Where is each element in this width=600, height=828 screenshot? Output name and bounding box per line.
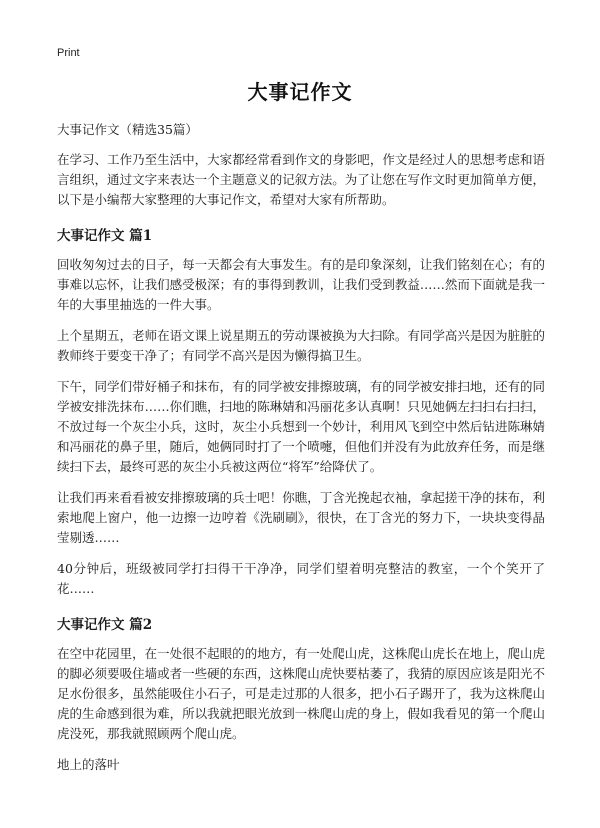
section-1-paragraph: 回收匆匆过去的日子，每一天都会有大事发生。有的是印象深刻，让我们铭刻在心；有的事难以忘怀，让我们感受极深；有的事得到教训，让我们受到教益……然而下面就是我一年的大事里抽选的一件大事。 [57, 257, 545, 312]
intro-paragraph: 在学习、工作乃至生活中，大家都经常看到作文的身影吧，作文是经过人的思想考虑和语言组织，通过文字来表达一个主题意义的记叙方法。为了让您在写作文时更加简单方便，以下是小编帮大家整理的大事记作文，希望对大家有所帮助。 [57, 152, 545, 207]
section-heading-2: 大事记作文 篇2 [57, 617, 153, 633]
section-1-paragraph: 上个星期五，老师在语文课上说星期五的劳动课被换为大扫除。有同学高兴是因为脏脏的教师终于要变干净了；有同学不高兴是因为懒得搞卫生。 [57, 328, 545, 363]
page-title: 大事记作文 [247, 80, 353, 104]
section-1-paragraph: 40分钟后，班级被同学打扫得干干净净，同学们望着明亮整洁的教室，一个个笑开了花…… [57, 561, 545, 596]
section-1-paragraph: 下午，同学们带好桶子和抹布，有的同学被安排擦玻璃，有的同学被安排扫地，还有的同学被安排洗抹布……你们瞧，扫地的陈琳婧和冯丽花多认真啊！只见她俩左扫扫右扫扫，不放过每一个灰尘小兵，这时，灰尘小兵想到一个妙计，利用风飞到空中然后钻进陈琳婧和冯丽花的鼻子里，随后，她俩同时打了一个喷嚏，但他们并没有为此放弃任务，而是继续扫下去，最终可恶的灰尘小兵被这两位“将军”给降伏了。 [57, 379, 545, 474]
section-2-paragraph: 地上的落叶 [57, 757, 120, 772]
section-2-paragraph: 在空中花园里，在一处很不起眼的的地方，有一处爬山虎，这株爬山虎长在地上，爬山虎的脚必须要吸住墙或者一些硬的东西，这株爬山虎快要枯萎了，我猜的原因应该是阳光不足水份很多，虽然能吸住小石子，可是走过那的人很多，把小石子踢开了，我为这株爬山虎的生命感到很为难，所以我就把眼光放到一株爬山虎的身上，假如我看见的第一个爬山虎没死，那我就照顾两个爬山虎。 [57, 646, 545, 741]
section-heading-1: 大事记作文 篇1 [57, 228, 153, 244]
document-body [57, 120, 545, 786]
document-subtitle: 大事记作文（精选35篇） [57, 122, 198, 137]
print-label: Print [57, 47, 80, 59]
section-1-paragraph: 让我们再来看看被安排擦玻璃的兵士吧！你瞧，丁含光挽起衣袖，拿起搓干净的抹布，利索地爬上窗户，他一边擦一边哼着《洗刷刷》，很快，在丁含光的努力下，一块块变得晶莹剔透…… [57, 490, 545, 545]
